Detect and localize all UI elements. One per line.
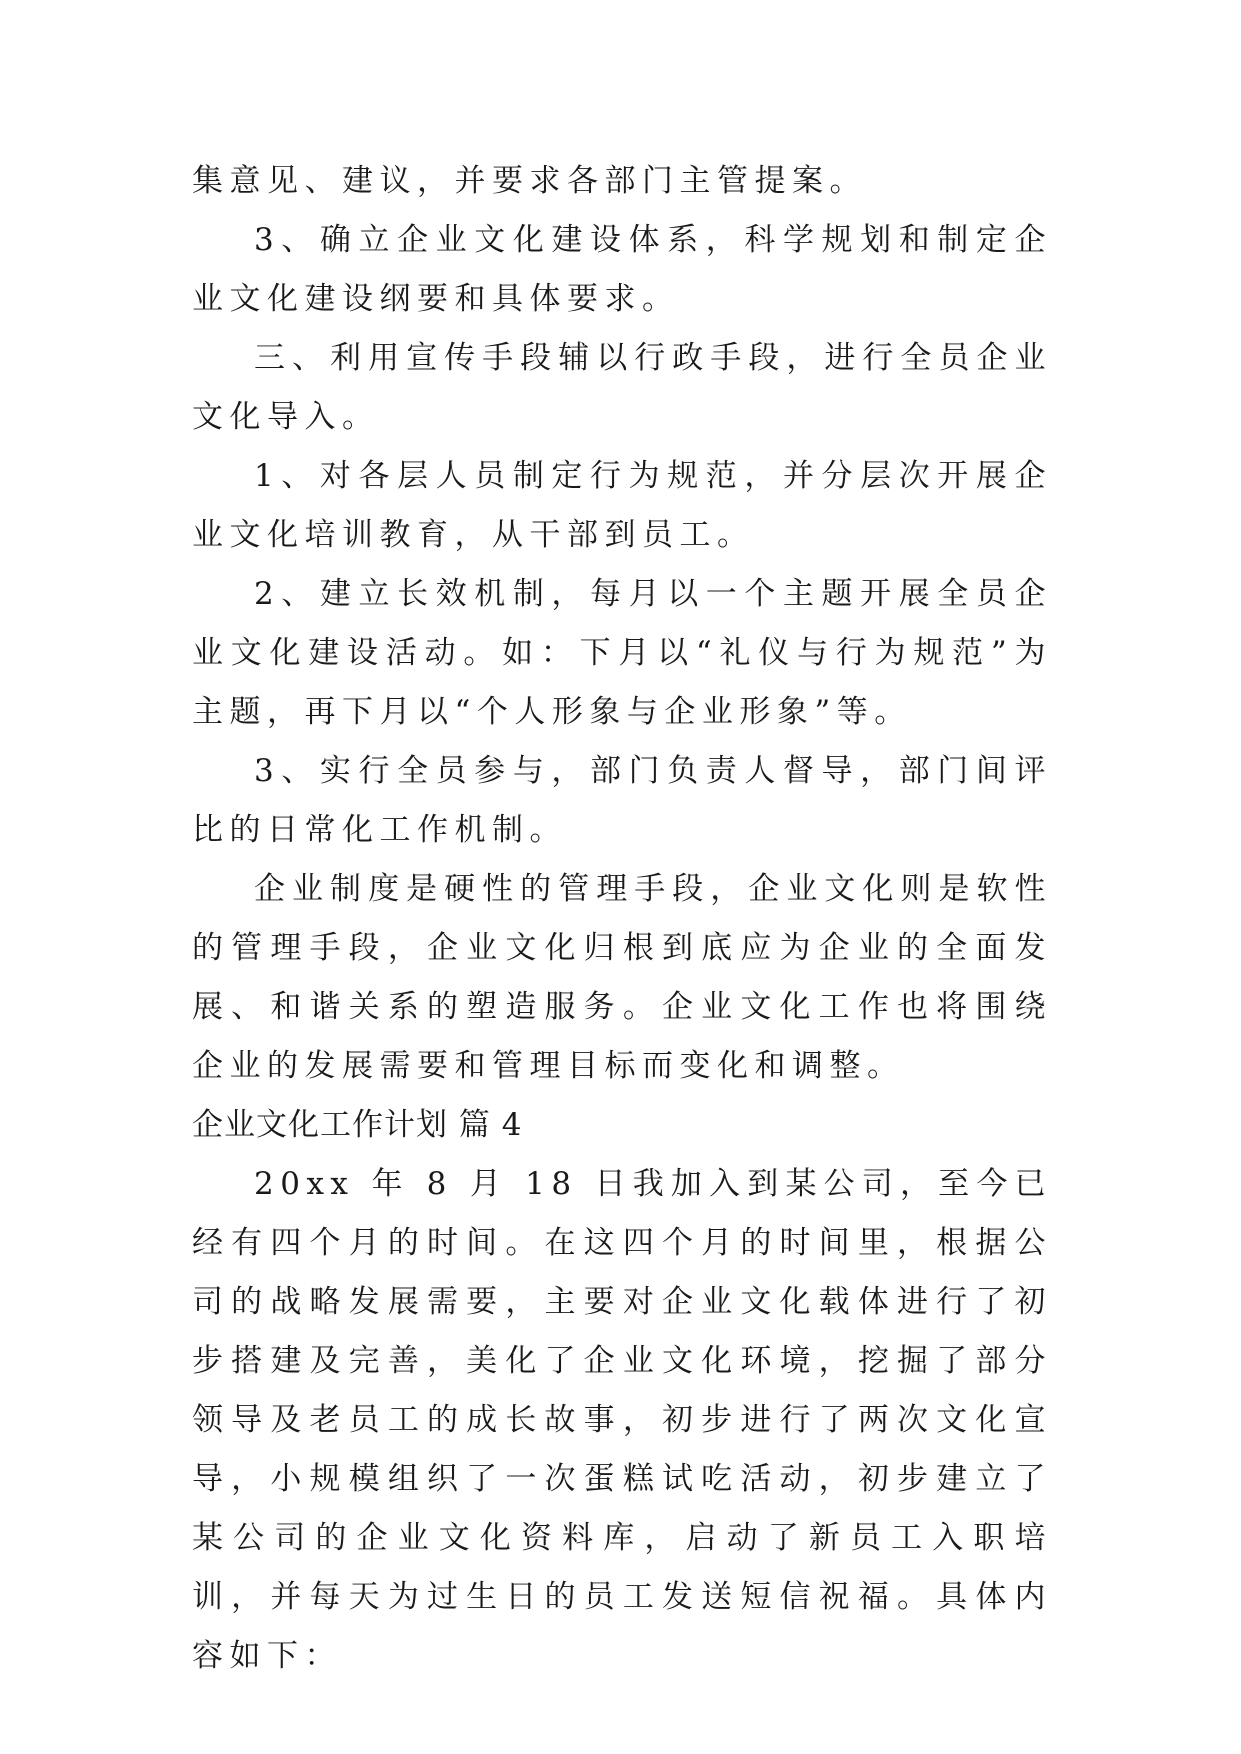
section-paragraph: 20xx 年 8 月 18 日我加入到某公司，至今已经有四个月的时间。在这四个月的时间里，根据公司的战略发展需要，主要对企业文化载体进行了初步搭建及完善，美化了企业文化环境，挖掘了部分领导及老员工的成长故事，初步进行了两次文化宣导，小规模组织了一次蛋糕试吃活动，初步建立了某公司的企业文化资料库，启动了新员工入职培训，并每天为过生日的员工发送短信祝福。具体内容如下：	[192, 1166, 1052, 1674]
paragraph-3: 三、利用宣传手段辅以行政手段，进行全员企业文化导入。	[192, 340, 1052, 435]
paragraph-1: 集意见、建议，并要求各部门主管提案。	[192, 163, 867, 199]
section-heading: 企业文化工作计划 篇 4	[192, 1107, 523, 1143]
document-body	[192, 152, 1052, 1686]
paragraph-2: 3、确立企业文化建设体系，科学规划和制定企业文化建设纲要和具体要求。	[192, 222, 1052, 317]
paragraph-6: 3、实行全员参与，部门负责人督导，部门间评比的日常化工作机制。	[192, 753, 1052, 848]
paragraph-7: 企业制度是硬性的管理手段，企业文化则是软性的管理手段，企业文化归根到底应为企业的全面发展、和谐关系的塑造服务。企业文化工作也将围绕企业的发展需要和管理目标而变化和调整。	[192, 871, 1052, 1084]
paragraph-5: 2、建立长效机制，每月以一个主题开展全员企业文化建设活动。如：下月以“礼仪与行为规范”为主题，再下月以“个人形象与企业形象”等。	[192, 576, 1052, 730]
paragraph-4: 1、对各层人员制定行为规范，并分层次开展企业文化培训教育，从干部到员工。	[192, 458, 1052, 553]
